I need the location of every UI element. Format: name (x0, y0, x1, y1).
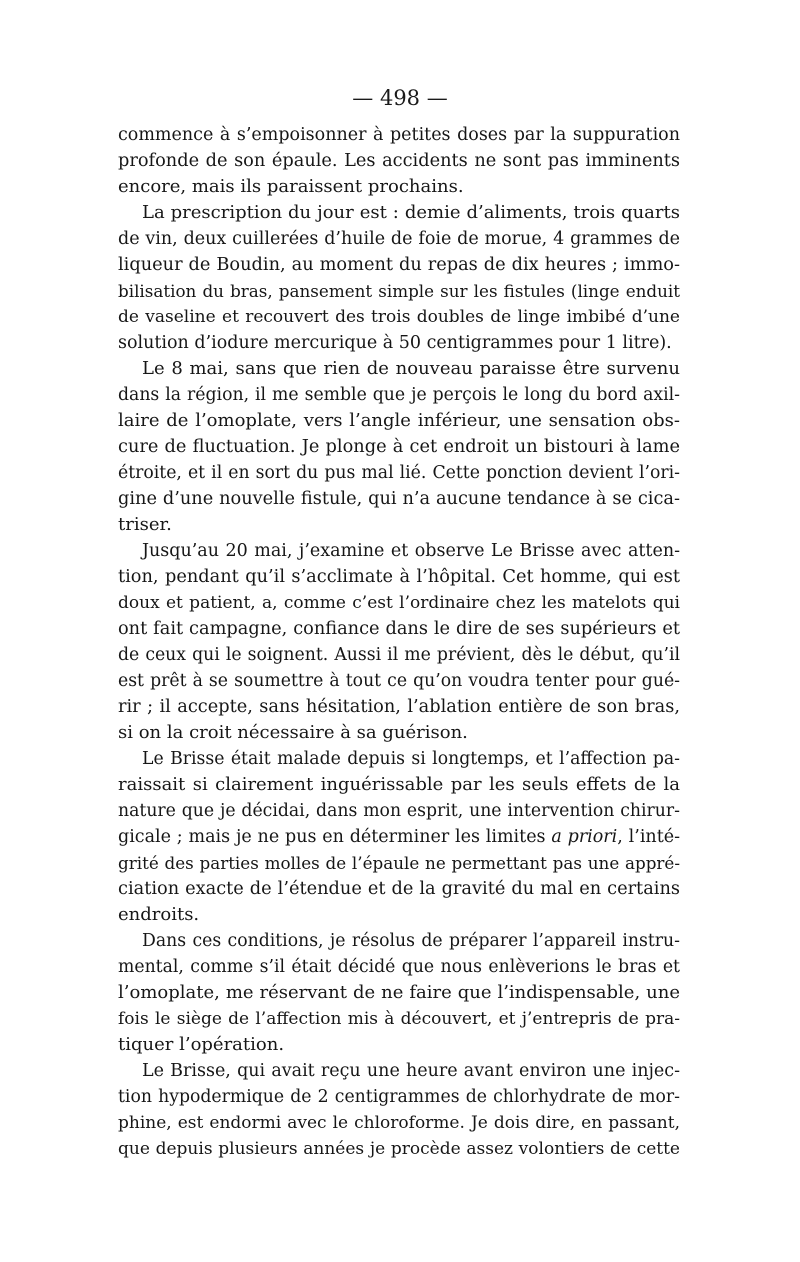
text-line: étroite, et il en sort du pus mal lié. Cette ponction devient l’ori- (118, 463, 680, 483)
text-line: liqueur de Boudin, au moment du repas de dix heures ; immo- (118, 255, 680, 275)
text-line: laire de l’omoplate, vers l’angle inférieur, une sensation obs- (118, 410, 680, 431)
text-line: mental, comme s’il était décidé que nous enlèverions le bras et (118, 957, 680, 977)
text-line: l’omoplate, me réservant de ne faire que l’indispensable, une (118, 982, 680, 1003)
text-line: solution d’iodure mercurique à 50 centigrammes pour 1 litre). (118, 333, 672, 353)
text-line: est prêt à se soumettre à tout ce qu’on voudra tenter pour gué- (118, 671, 680, 691)
text-line: nature que je décidai, dans mon esprit, une intervention chirur- (118, 801, 680, 821)
text-line: doux et patient, a, comme c’est l’ordinaire chez les matelots qui (118, 593, 680, 613)
italic-phrase: a priori (551, 827, 618, 847)
text-line: dans la région, il me semble que je perçois le long du bord axil- (118, 385, 680, 405)
text-line: si on la croit nécessaire à sa guérison. (118, 722, 468, 743)
text-line: grité des parties molles de l’épaule ne permettant pas une appré- (118, 853, 680, 873)
text-line: de vaseline et recouvert des trois doubles de linge imbibé d’une (118, 307, 680, 327)
text-line: tiquer l’opération. (118, 1034, 285, 1055)
text-line: Dans ces conditions, je résolus de préparer l’appareil instru- (142, 931, 680, 951)
text-line: triser. (118, 514, 172, 535)
text-line: Le 8 mai, sans que rien de nouveau paraisse être survenu (142, 358, 680, 379)
text-line: fois le siège de l’affection mis à découvert, et j’entrepris de pra- (118, 1009, 680, 1029)
page-number: — 498 — (352, 86, 448, 110)
body-text (118, 122, 680, 1162)
text-line: gicale ; mais je ne pus en déterminer les limites a priori, l’inté- (118, 827, 680, 847)
text-line: de ceux qui le soignent. Aussi il me prévient, dès le début, qu’il (118, 645, 680, 665)
text-line: endroits. (118, 904, 200, 925)
text-line: raissait si clairement inguérissable par les seuls effets de la (118, 774, 680, 795)
text-line: de vin, deux cuillerées d’huile de foie de morue, 4 grammes de (118, 229, 680, 249)
text-line: bilisation du bras, pansement simple sur les fistules (linge enduit (118, 281, 680, 301)
text-line: commence à s’empoisonner à petites doses par la suppuration (118, 125, 680, 145)
text-line: tion, pendant qu’il s’acclimate à l’hôpital. Cet homme, qui est (118, 567, 680, 587)
text-line: La prescription du jour est : demie d’aliments, trois quarts (142, 202, 680, 223)
text-line: rir ; il accepte, sans hésitation, l’ablation entière de son bras, (118, 697, 680, 717)
text-line: Le Brisse était malade depuis si longtemps, et l’affection pa- (142, 749, 680, 769)
text-line: gine d’une nouvelle fistule, qui n’a aucune tendance à se cica- (118, 489, 680, 509)
text-line: encore, mais ils paraissent prochains. (118, 176, 464, 197)
text-line: ont fait campagne, confiance dans le dire de ses supérieurs et (118, 619, 680, 639)
text-line: phine, est endormi avec le chloroforme. Je dois dire, en passant, (118, 1113, 680, 1133)
text-line: que depuis plusieurs années je procède assez volontiers de cette (118, 1139, 680, 1159)
text-line: ciation exacte de l’étendue et de la gravité du mal en certains (118, 879, 680, 899)
text-line: Le Brisse, qui avait reçu une heure avant environ une injec- (142, 1061, 680, 1081)
text-line: tion hypodermique de 2 centigrammes de chlorhydrate de mor- (118, 1087, 680, 1107)
text-line: profonde de son épaule. Les accidents ne sont pas imminents (118, 151, 680, 171)
text-line: cure de fluctuation. Je plonge à cet endroit un bistouri à lame (118, 437, 680, 457)
text-line: Jusqu’au 20 mai, j’examine et observe Le Brisse avec atten- (142, 541, 680, 561)
